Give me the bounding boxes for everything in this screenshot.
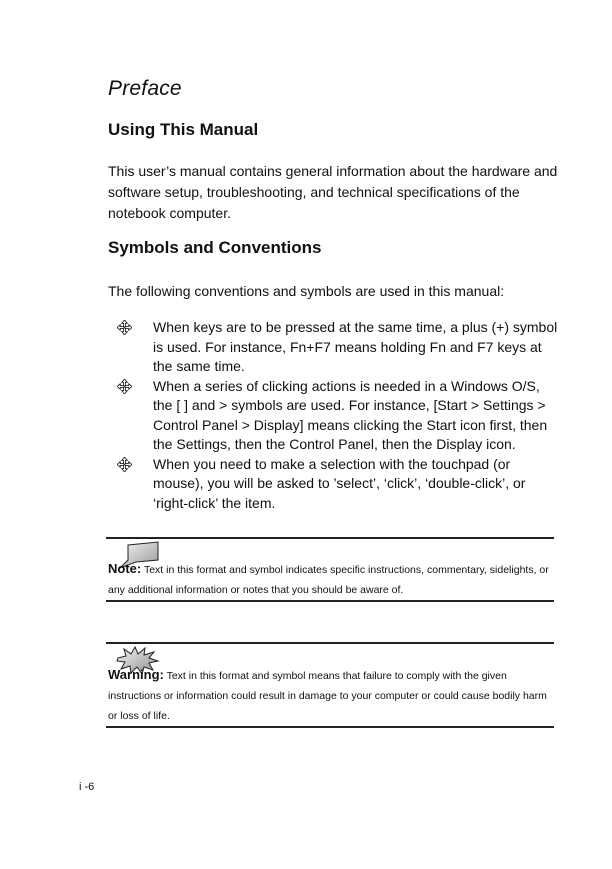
section-heading-using-manual: Using This Manual — [108, 120, 259, 139]
conventions-intro: The following conventions and symbols are used in this manual: — [108, 283, 505, 299]
warning-label: Warning: — [108, 667, 164, 682]
warning-text: Text in this format and symbol means that failure to comply with the given instructions or information could result in damage to your computer or could cause bodily harm or loss of life. — [108, 670, 547, 722]
page-title: Preface — [108, 77, 182, 100]
warning-text-block — [108, 665, 556, 726]
list-item-text: When you need to make a selection with the touchpad (or mouse), you will be asked to ’select’, ‘click’, ‘double-click’, or ‘right-click’ the item. — [153, 455, 526, 511]
conventions-list — [108, 318, 560, 513]
list-item — [108, 318, 560, 377]
warning-callout — [106, 642, 554, 728]
section-heading-symbols-conventions: Symbols and Conventions — [108, 238, 322, 257]
using-manual-paragraph: This user’s manual contains general information about the hardware and software setup, troubleshooting, and technical specifications of the notebook computer. — [108, 163, 558, 221]
four-arrow-bullet-icon — [117, 320, 132, 335]
four-arrow-bullet-icon — [117, 379, 132, 394]
note-text: Text in this format and symbol indicates specific instructions, commentary, sidelights, or any additional information or notes that you should be aware of. — [108, 564, 549, 596]
note-label: Note: — [108, 561, 142, 576]
four-arrow-bullet-icon — [117, 457, 132, 472]
list-item — [108, 455, 560, 514]
list-item — [108, 377, 560, 455]
note-callout — [106, 537, 554, 602]
note-text-block — [108, 559, 556, 600]
page-number: i -6 — [79, 781, 95, 793]
list-item-text: When a series of clicking actions is needed in a Windows O/S, the [ ] and > symbols are used. For instance, [Start > Settings > Control Panel > Display] means clicking the Start icon first, then the Settings, then the Control Panel, then the Display icon. — [153, 377, 548, 452]
list-item-text: When keys are to be pressed at the same time, a plus (+) symbol is used. For instance, Fn+F7 means holding Fn and F7 keys at the same time. — [153, 319, 558, 374]
